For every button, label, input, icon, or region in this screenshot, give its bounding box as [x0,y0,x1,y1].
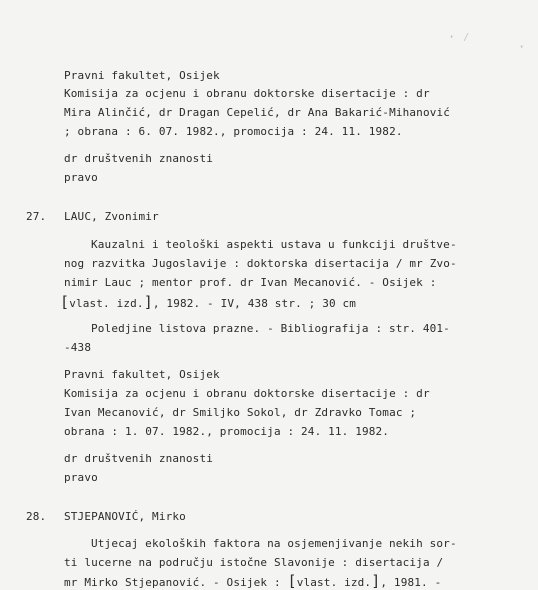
committee-line: Komisija za ocjenu i obranu doktorske disertacije : dr [64,387,430,400]
committee-line: Mira Alinčić, dr Dragan Cepelić, dr Ana Bakarić-Mihanović [64,106,451,119]
degree-field: dr društvenih znanosti [64,152,213,165]
publication-line [60,295,356,311]
committee-line: obrana : 1. 07. 1982., promocija : 24. 11. 1982. [64,425,390,438]
degree-field: dr društvenih znanosti [64,452,213,465]
note-line: Poledjine listova prazne. - Bibliografija : str. 401- [91,322,450,335]
entry-number: 27. [26,210,47,223]
bleed-through-mark: · [518,40,526,54]
bracket-open: [ [287,572,297,590]
entry-author: STJEPANOVIĆ, Mirko [64,510,186,523]
bracket-open: [ [60,293,70,311]
committee-line: Komisija za ocjenu i obranu doktorske disertacije : dr [64,87,430,100]
publication-line [64,574,441,590]
note-line: -438 [64,341,92,354]
institution-line: Pravni fakultet, Osijek [64,69,220,82]
entry-title-line: Utjecaj ekoloških faktora na osjemenjivanje nekih sor- [91,537,457,550]
bracket-close: ] [371,572,381,590]
bracket-close: ] [143,293,153,311]
entry-title-line: nog razvitka Jugoslavije : doktorska disertacija / mr Zvo- [64,257,457,270]
bleed-through-mark: · ⁄ [448,30,470,44]
publication-details: , 1982. - IV, 438 str. ; 30 cm [152,297,357,310]
subject-field: pravo [64,171,98,184]
subject-field: pravo [64,471,98,484]
entry-author: LAUC, Zvonimir [64,210,159,223]
entry-title-line: nimir Lauc ; mentor prof. dr Ivan Mecanović. - Osijek : [64,276,437,289]
committee-line: ; obrana : 6. 07. 1982., promocija : 24. 11. 1982. [64,125,403,138]
publication-start: mr Mirko Stjepanović. - Osijek : [64,576,281,589]
entry-title-line: ti lucerne na području istočne Slavonije : disertacija / [64,556,444,569]
publisher: vlast. izd. [69,297,144,310]
entry-title-line: Kauzalni i teološki aspekti ustava u funkciji društve- [91,238,457,251]
committee-line: Ivan Mecanović, dr Smiljko Sokol, dr Zdravko Tomac ; [64,406,417,419]
entry-number: 28. [26,510,47,523]
publication-details: , 1981. - [380,576,442,589]
institution-line: Pravni fakultet, Osijek [64,368,220,381]
publisher: vlast. izd. [296,576,372,589]
